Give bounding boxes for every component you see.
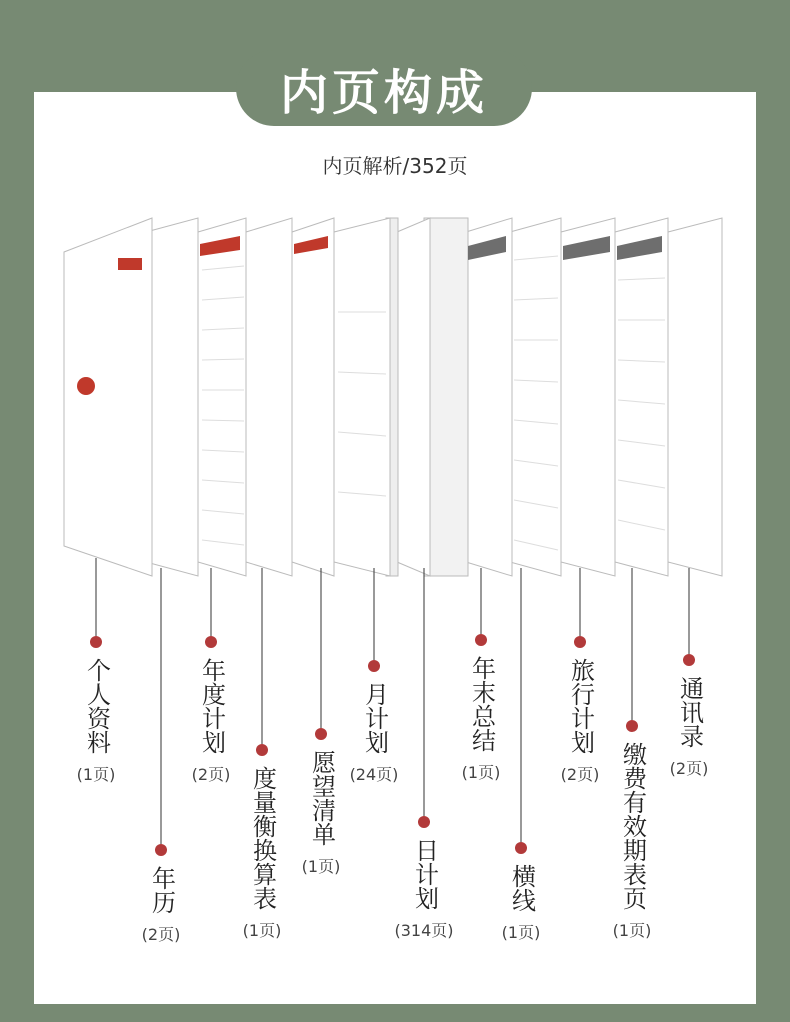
marker-dot — [683, 654, 695, 666]
page-sheet-conversion — [246, 218, 292, 576]
page-sheet-daily — [397, 218, 430, 576]
page-sheet-profile — [64, 218, 152, 576]
label-travel-plan: 旅行计划 (2页) — [550, 636, 610, 785]
label-contacts: 通讯录 (2页) — [659, 654, 719, 779]
label-conversion-table: 度量衡换算表 (1页) — [232, 744, 292, 941]
page-sheet-calendar — [146, 218, 198, 576]
page-sheet-wishlist — [292, 218, 334, 576]
profile-tree-image — [77, 377, 95, 395]
page-sheet-annual — [198, 218, 246, 576]
marker-dot — [256, 744, 268, 756]
profile-logo-mark — [118, 258, 142, 270]
label-daily-plan: 日计划 (314页) — [394, 816, 454, 941]
marker-dot — [475, 634, 487, 646]
page-sheet-daily-stack — [424, 218, 468, 576]
marker-dot — [574, 636, 586, 648]
marker-dot — [155, 844, 167, 856]
label-year-end-summary: 年末总结 (1页) — [451, 634, 511, 783]
marker-dot — [90, 636, 102, 648]
label-payment-validity: 缴费有效期表页 (1页) — [602, 720, 662, 941]
label-annual-plan: 年度计划 (2页) — [181, 636, 241, 785]
page-sheet-travel — [561, 218, 615, 576]
label-lined: 横线 (1页) — [491, 842, 551, 943]
page-title: 内页构成 — [236, 50, 532, 126]
label-profile: 个人资料 (1页) — [66, 636, 126, 785]
label-wishlist: 愿望清单 (1页) — [291, 728, 351, 877]
page-sheet-lined — [510, 218, 561, 576]
label-calendar: 年历 (2页) — [131, 844, 191, 945]
marker-dot — [418, 816, 430, 828]
marker-dot — [626, 720, 638, 732]
page-sheet-payment — [615, 218, 668, 576]
page-sheet-contacts — [668, 218, 722, 576]
label-monthly-plan: 月计划 (24页) — [344, 660, 404, 785]
page-subtitle: 内页解析/352页 — [322, 154, 468, 178]
marker-dot — [205, 636, 217, 648]
marker-dot — [515, 842, 527, 854]
marker-dot — [315, 728, 327, 740]
page-sheet-monthly — [334, 218, 390, 576]
page-sheet-year-end — [466, 218, 512, 576]
marker-dot — [368, 660, 380, 672]
